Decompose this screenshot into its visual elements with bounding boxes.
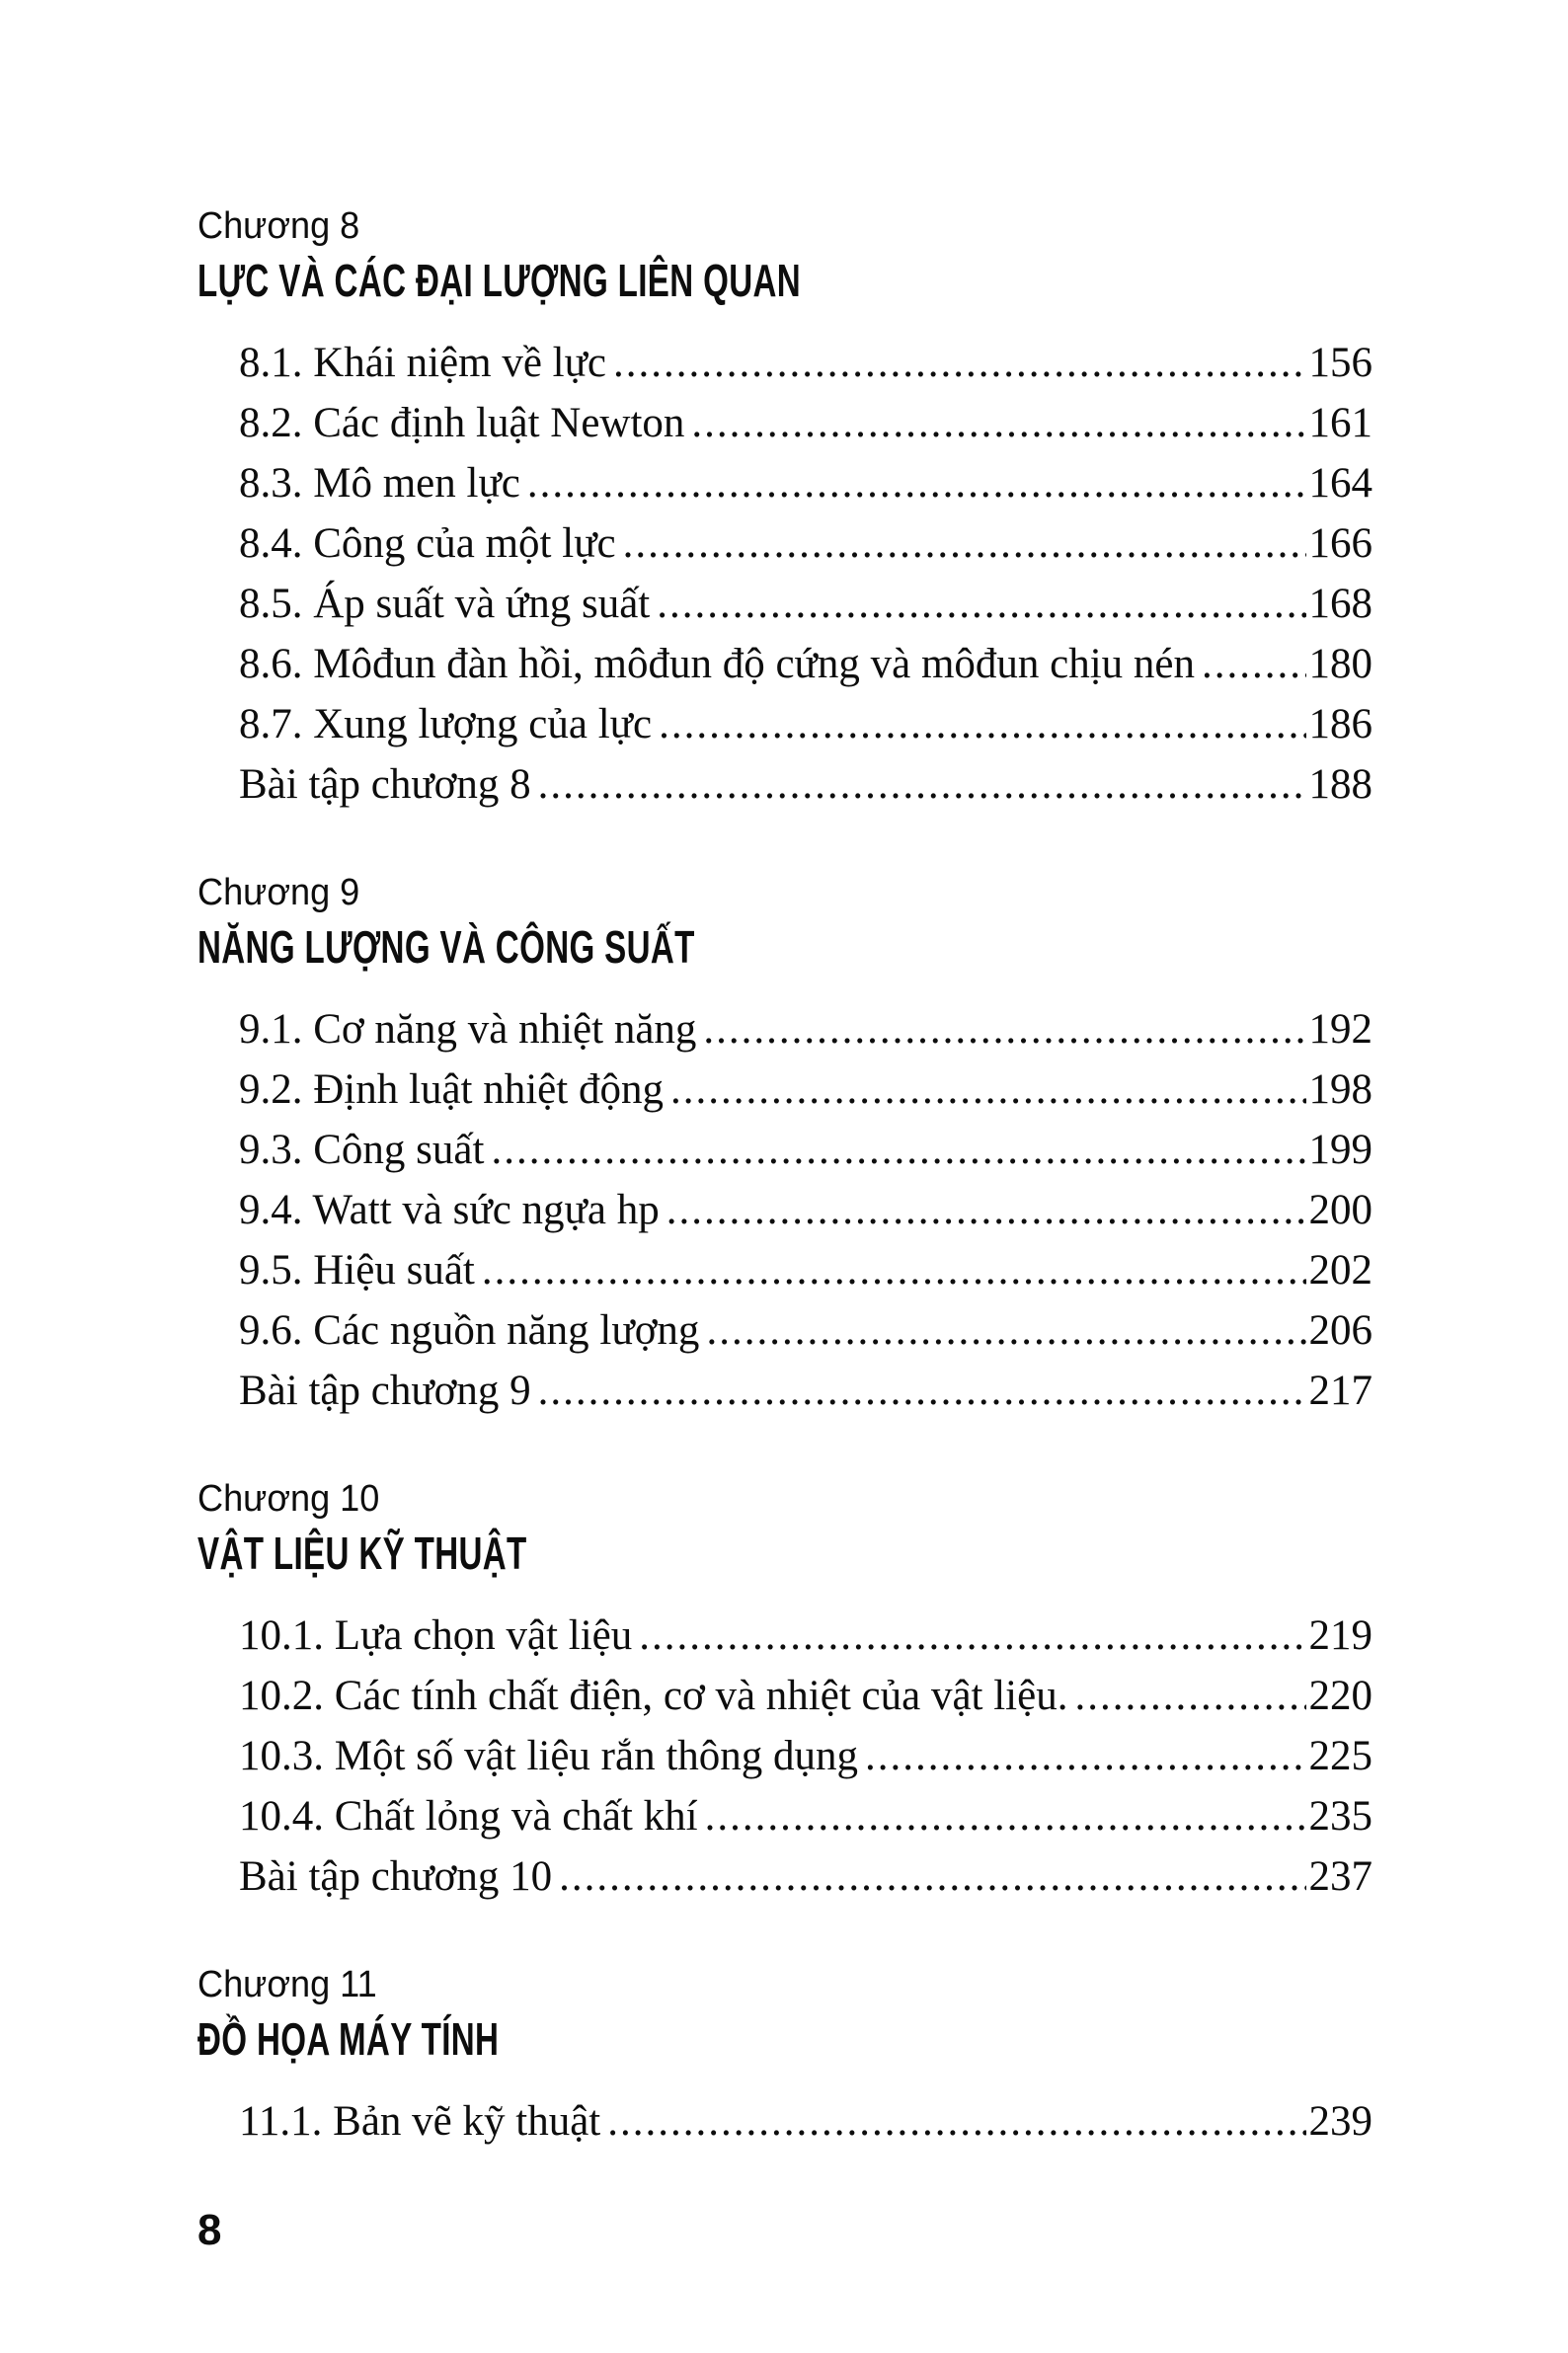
toc-entry-page: 202 <box>1308 1247 1372 1294</box>
toc-entry <box>239 396 1372 456</box>
toc-entry <box>239 516 1372 577</box>
toc-entry-page: 219 <box>1308 1612 1372 1659</box>
toc-entry-page: 199 <box>1308 1127 1372 1173</box>
chapter-entries <box>197 336 1372 818</box>
toc-entry-title: 10.4. Chất lỏng và chất khí <box>239 1793 698 1840</box>
dot-leader <box>865 1729 1305 1784</box>
toc-entry-page: 180 <box>1308 641 1372 687</box>
toc-entry-page: 235 <box>1308 1793 1372 1840</box>
toc-entry <box>239 1729 1372 1789</box>
chapter-label: Chương 9 <box>197 872 360 913</box>
toc-entry-title: 9.4. Watt và sức ngựa hp <box>239 1187 660 1233</box>
toc-entry-title: 8.3. Mô men lực <box>239 460 520 507</box>
toc-entry-title: 10.3. Một số vật liệu rắn thông dụng <box>239 1733 859 1779</box>
toc-entry-title: 8.2. Các định luật Newton <box>239 400 685 446</box>
toc-entry-page: 206 <box>1308 1307 1372 1354</box>
dot-leader <box>666 1183 1306 1238</box>
toc-entry <box>239 697 1372 757</box>
toc-entry <box>239 637 1372 697</box>
toc-entry <box>239 1608 1372 1669</box>
chapter-title: LỰC VÀ CÁC ĐẠI LƯỢNG LIÊN QUAN <box>197 255 802 306</box>
toc-entry-page: 239 <box>1308 2098 1372 2145</box>
toc-entry-page: 225 <box>1308 1733 1372 1779</box>
chapter-title: VẬT LIỆU KỸ THUẬT <box>197 1528 527 1579</box>
toc-entry <box>239 1303 1372 1364</box>
toc-entry <box>239 1002 1372 1062</box>
toc-entry-title: 9.1. Cơ năng và nhiệt năng <box>239 1006 697 1053</box>
dot-leader <box>538 757 1306 813</box>
toc-entry-title: 10.1. Lựa chọn vật liệu <box>239 1612 633 1659</box>
toc-entry-page: 186 <box>1308 701 1372 747</box>
dot-leader <box>559 1849 1305 1905</box>
toc-entry-page: 220 <box>1308 1673 1372 1719</box>
dot-leader <box>613 336 1306 391</box>
toc-entry-page: 164 <box>1308 460 1372 507</box>
chapter-entries <box>197 1002 1372 1424</box>
toc-entry-page: 237 <box>1308 1853 1372 1900</box>
toc-entry-page: 217 <box>1308 1368 1372 1414</box>
toc-entry-page: 198 <box>1308 1066 1372 1113</box>
chapter-block <box>197 1961 1372 2155</box>
toc-entry <box>239 577 1372 637</box>
toc-entry <box>239 1243 1372 1303</box>
page-number-folio: 8 <box>197 2206 222 2254</box>
dot-leader <box>657 577 1305 632</box>
toc-entry-title: 9.2. Định luật nhiệt động <box>239 1066 664 1113</box>
toc-entry-title: 10.2. Các tính chất điện, cơ và nhiệt của vật liệu. <box>239 1673 1068 1719</box>
toc-entry-page: 166 <box>1308 520 1372 567</box>
toc-entry <box>239 1364 1372 1424</box>
dot-leader <box>623 516 1306 572</box>
toc-entry <box>239 757 1372 818</box>
chapter-block <box>197 202 1372 818</box>
toc-entry-title: Bài tập chương 9 <box>239 1368 531 1414</box>
chapter-title: ĐỒ HỌA MÁY TÍNH <box>197 2013 500 2065</box>
chapter-label: Chương 10 <box>197 1478 380 1520</box>
dot-leader <box>491 1123 1305 1178</box>
dot-leader <box>639 1608 1305 1664</box>
chapter-label: Chương 11 <box>197 1964 377 2005</box>
toc-entry-page: 200 <box>1308 1187 1372 1233</box>
toc-entry-title: 8.4. Công của một lực <box>239 520 616 567</box>
dot-leader <box>703 1002 1305 1058</box>
toc-entry-title: 9.5. Hiệu suất <box>239 1247 475 1294</box>
toc-entry <box>239 1062 1372 1123</box>
toc-entry-page: 192 <box>1308 1006 1372 1053</box>
table-of-contents <box>197 202 1372 2155</box>
toc-entry <box>239 1849 1372 1910</box>
toc-entry-title: 8.6. Môđun đàn hồi, môđun độ cứng và môđun chịu nén <box>239 641 1196 687</box>
toc-entry <box>239 1183 1372 1243</box>
toc-entry <box>239 336 1372 396</box>
dot-leader <box>1074 1669 1305 1724</box>
chapter-label: Chương 8 <box>197 205 360 247</box>
dot-leader <box>706 1303 1305 1359</box>
chapter-title: NĂNG LƯỢNG VÀ CÔNG SUẤT <box>197 921 695 973</box>
toc-entry-title: 8.5. Áp suất và ứng suất <box>239 581 651 627</box>
dot-leader <box>482 1243 1306 1298</box>
chapter-block <box>197 869 1372 1424</box>
toc-entry-page: 188 <box>1308 761 1372 808</box>
chapter-entries <box>197 1608 1372 1910</box>
toc-entry-title: Bài tập chương 8 <box>239 761 531 808</box>
toc-entry-page: 156 <box>1308 340 1372 386</box>
dot-leader <box>538 1364 1306 1419</box>
dot-leader <box>607 2094 1305 2150</box>
toc-entry-title: 8.7. Xung lượng của lực <box>239 701 653 747</box>
chapter-entries <box>197 2094 1372 2155</box>
toc-entry <box>239 1789 1372 1849</box>
dot-leader <box>1202 637 1305 692</box>
toc-entry-title: Bài tập chương 10 <box>239 1853 553 1900</box>
dot-leader <box>659 697 1305 752</box>
dot-leader <box>691 396 1305 451</box>
toc-entry-title: 8.1. Khái niệm về lực <box>239 340 606 386</box>
toc-entry-title: 11.1. Bản vẽ kỹ thuật <box>239 2098 601 2145</box>
toc-entry <box>239 2094 1372 2155</box>
toc-entry <box>239 1123 1372 1183</box>
dot-leader <box>705 1789 1306 1844</box>
toc-entry <box>239 1669 1372 1729</box>
toc-entry-page: 161 <box>1308 400 1372 446</box>
toc-entry-title: 9.6. Các nguồn năng lượng <box>239 1307 700 1354</box>
toc-entry-page: 168 <box>1308 581 1372 627</box>
dot-leader <box>527 456 1306 511</box>
toc-entry <box>239 456 1372 516</box>
chapter-block <box>197 1475 1372 1910</box>
dot-leader <box>670 1062 1306 1118</box>
toc-entry-title: 9.3. Công suất <box>239 1127 485 1173</box>
